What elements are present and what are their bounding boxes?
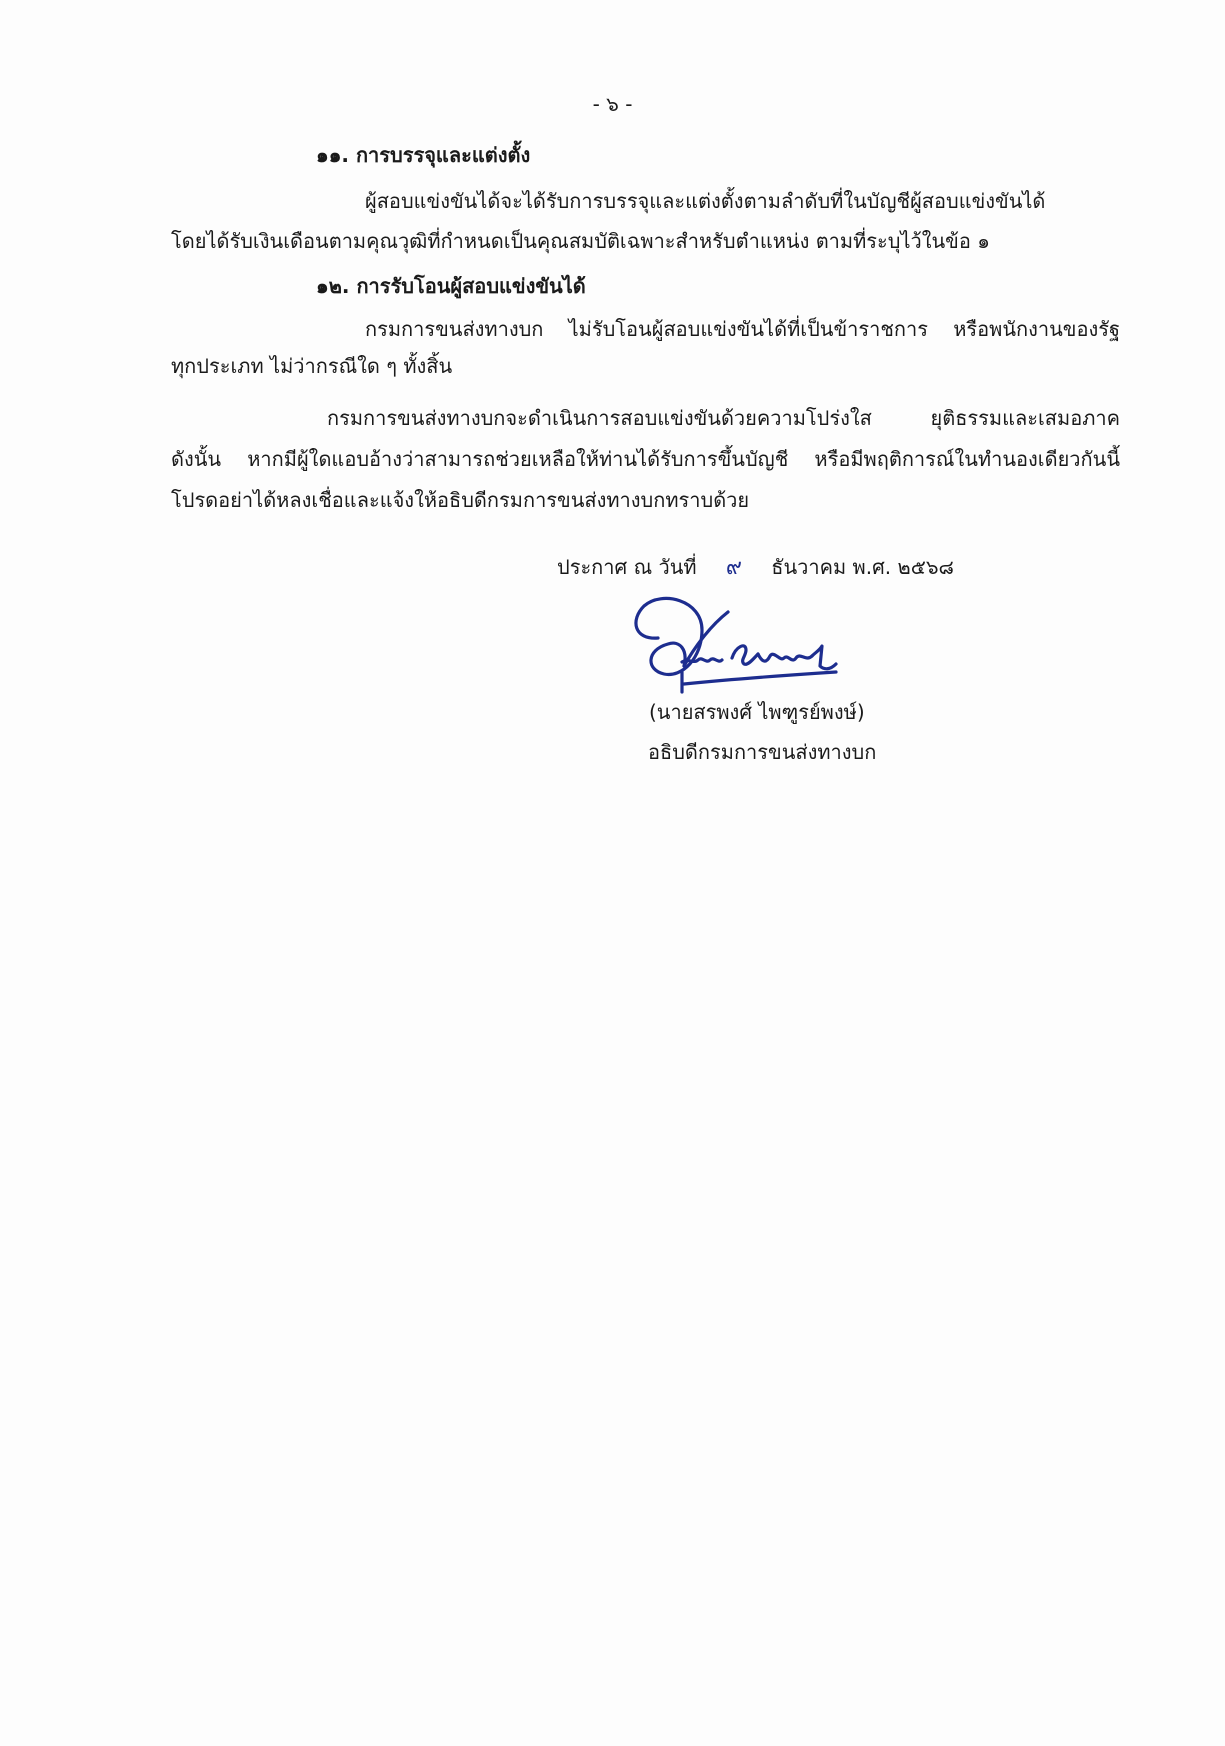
section-12-paragraph-line-2: ทุกประเภท ไม่ว่ากรณีใด ๆ ทั้งสิ้น: [171, 354, 453, 378]
section-11-heading: ๑๑. การบรรจุและแต่งตั้ง: [316, 143, 531, 167]
handwritten-signature: [624, 592, 864, 700]
date-month-year: ธันวาคม พ.ศ. ๒๕๖๘: [771, 555, 954, 579]
page-number: - ๖ -: [592, 92, 633, 116]
section-11-paragraph-line-2: โดยได้รับเงินเดือนตามคุณวุฒิที่กำหนดเป็นคุณสมบัติเฉพาะสำหรับตำแหน่ง ตามที่ระบุไว้ในข้อ ๑: [171, 229, 990, 253]
closing-paragraph-line-2: ดังนั้น หากมีผู้ใดแอบอ้างว่าสามารถช่วยเหลือให้ท่านได้รับการขึ้นบัญชี หรือมีพฤติการณ์ในทำนองเดียวกันนี้: [171, 447, 1120, 471]
section-12-paragraph-line-1: กรมการขนส่งทางบก ไม่รับโอนผู้สอบแข่งขันได้ที่เป็นข้าราชการ หรือพนักงานของรัฐ: [365, 317, 1120, 341]
closing-paragraph-line-1: กรมการขนส่งทางบกจะดำเนินการสอบแข่งขันด้วยความโปร่งใส ยุติธรรมและเสมอภาค: [327, 406, 1120, 430]
date-prefix: ประกาศ ณ วันที่: [557, 555, 697, 579]
signer-name: (นายสรพงศ์ ไพฑูรย์พงษ์): [649, 700, 865, 724]
section-12-heading: ๑๒. การรับโอนผู้สอบแข่งขันได้: [316, 274, 586, 298]
announcement-date: [557, 549, 954, 584]
date-day-handwritten: ๙: [725, 555, 742, 580]
section-11-paragraph-line-1: ผู้สอบแข่งขันได้จะได้รับการบรรจุและแต่งตั้งตามลำดับที่ในบัญชีผู้สอบแข่งขันได้: [365, 189, 1046, 213]
signer-title: อธิบดีกรมการขนส่งทางบก: [648, 740, 877, 764]
closing-paragraph-line-3: โปรดอย่าได้หลงเชื่อและแจ้งให้อธิบดีกรมการขนส่งทางบกทราบด้วย: [171, 488, 750, 512]
